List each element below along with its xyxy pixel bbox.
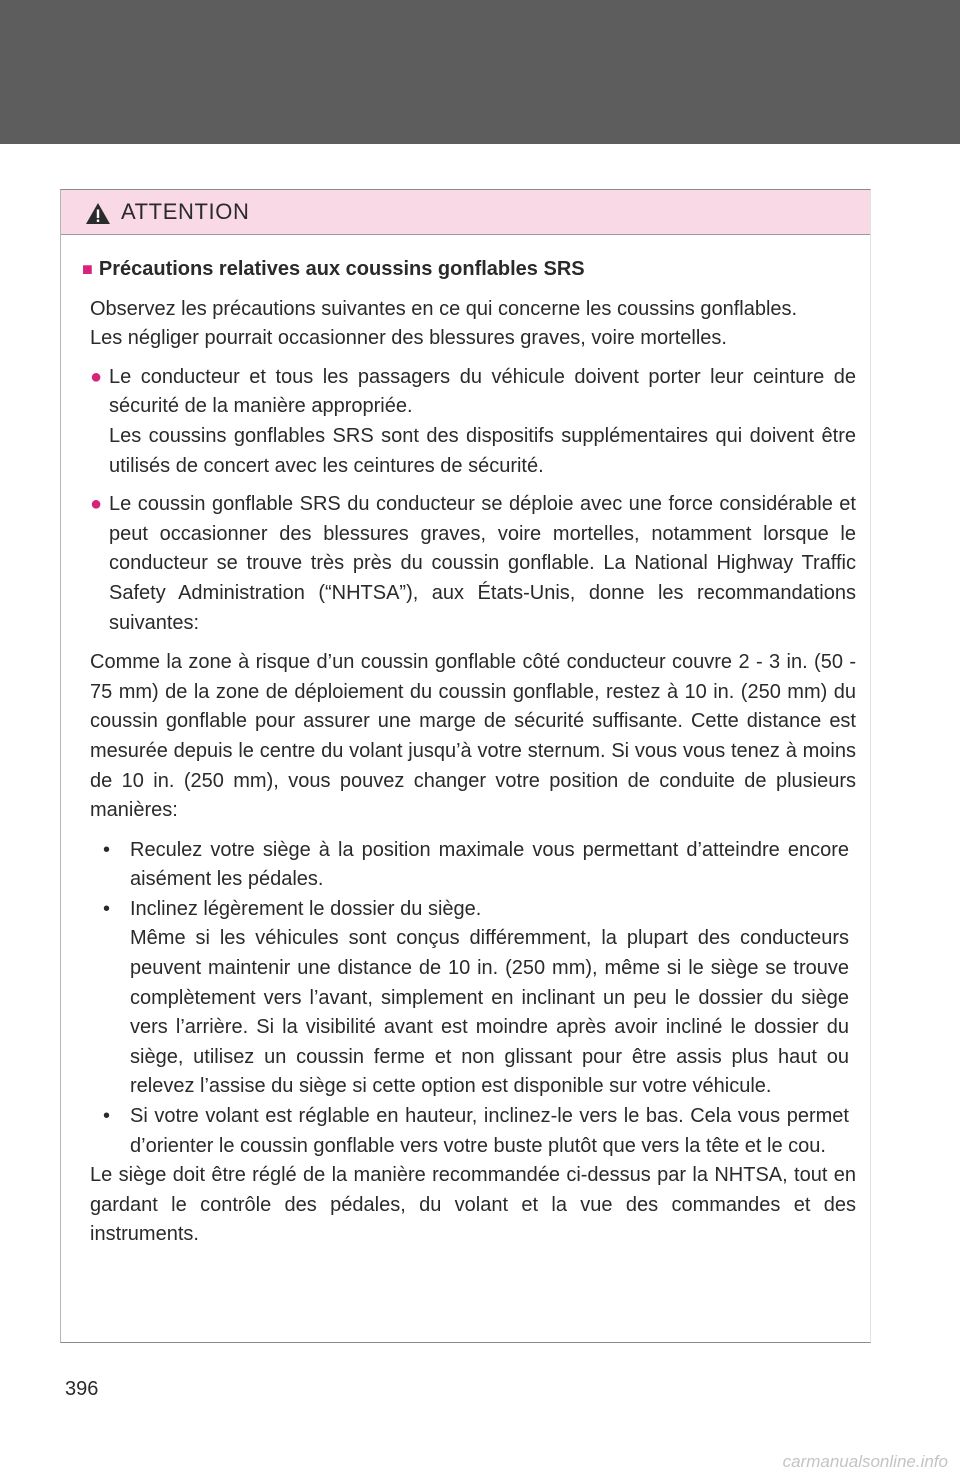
circle-item-line: Le conducteur et tous les passagers du véhicule doivent porter leur ceinture de sécurité de la manière appropriée. xyxy=(109,365,856,418)
dot-bullet-icon: • xyxy=(103,838,111,861)
dot-item-line: Si votre volant est réglable en hauteur, inclinez-le vers le bas. Cela vous permet d’orienter le coussin gonflable vers votre buste plutôt que vers la tête et le cou. xyxy=(130,1105,849,1157)
dot-bullet-icon: • xyxy=(103,897,111,920)
intro-line: Observez les précautions suivantes en ce qui concerne les coussins gonflables. xyxy=(90,297,798,320)
dot-list-item xyxy=(103,895,849,1102)
section-heading-text: Précautions relatives aux coussins gonflables SRS xyxy=(98,258,585,280)
page-number: 396 xyxy=(65,1378,99,1400)
circle-list-item xyxy=(90,490,856,638)
dot-item-line: Inclinez légèrement le dossier du siège. xyxy=(130,897,482,920)
dot-list xyxy=(90,836,856,1162)
warning-box xyxy=(60,189,871,1343)
dot-list-item xyxy=(103,1102,849,1161)
intro-line: Les négliger pourrait occasionner des blessures graves, voire mortelles. xyxy=(90,327,727,350)
dot-item-line: Reculez votre siège à la position maximale vous permettant d’atteindre encore aisément les pédales. xyxy=(130,838,849,891)
closing-paragraph: Le siège doit être réglé de la manière recommandée ci-dessus par la NHTSA, tout en gardant le contrôle des pédales, du volant et la vue des commandes et des instruments. xyxy=(90,1164,856,1246)
dot-list-item xyxy=(103,836,849,895)
circle-list-item xyxy=(90,363,856,481)
circle-bullet-icon: ● xyxy=(90,365,103,388)
warning-header xyxy=(61,190,870,235)
dot-item-line: Même si les véhicules sont conçus différemment, la plupart des conducteurs peuvent maintenir une distance de 10 in. (250 mm), même si le siège se trouve complètement vers l’avant, simplement en inclinant un peu le dossier du siège vers l’arrière. Si la visibilité avant est moindre après avoir incliné le dossier du siège, utilisez un coussin ferme et non glissant pour être assis plus haut ou relevez l’assise du siège si cette option est disponible sur votre véhicule. xyxy=(130,927,849,1098)
top-band xyxy=(0,0,960,144)
recommendation-paragraph: Comme la zone à risque d’un coussin gonflable côté conducteur couvre 2 - 3 in. (50 - 75 mm) de la zone de déploiement du coussin gonflable, restez à 10 in. (250 mm) du coussin gonflable pour assurer une marge de sécurité suffisante. Cette distance est mesurée depuis le centre du volant jusqu’à votre sternum. Si vous vous tenez à moins de 10 in. (250 mm), vous pouvez changer votre position de conduite de plusieurs manières: xyxy=(90,651,856,822)
dot-bullet-icon: • xyxy=(103,1105,111,1128)
circle-bullet-icon: ● xyxy=(90,493,103,516)
warning-title: ATTENTION xyxy=(121,199,250,224)
circle-item-line: Le coussin gonflable SRS du conducteur se déploie avec une force considérable et peut occasionner des blessures graves, voire mortelles, notamment lorsque le conducteur se trouve très près du coussin gonflable. La National Highway Traffic Safety Administration (“NHTSA”), aux États-Unis, donne les recommandations suivantes: xyxy=(109,493,856,634)
warning-triangle-icon xyxy=(85,202,111,225)
watermark: carmanualsonline.info xyxy=(782,1452,948,1471)
circle-item-line: Les coussins gonflables SRS sont des dispositifs supplémentaires qui doivent être utilisés de concert avec les ceintures de sécurité. xyxy=(109,424,856,477)
square-bullet-icon: ■ xyxy=(82,259,93,279)
section-heading xyxy=(82,255,856,285)
warning-content xyxy=(61,235,870,1250)
